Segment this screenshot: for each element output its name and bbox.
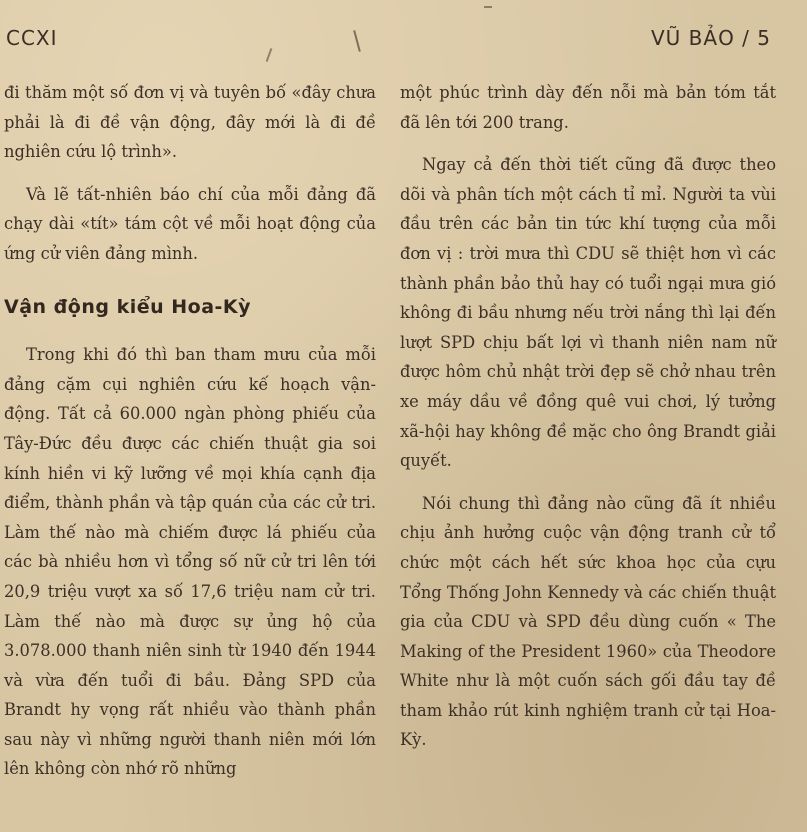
left-column <box>4 78 376 784</box>
right-column <box>400 78 776 755</box>
section-heading: Vận động kiểu Hoa-Kỳ <box>4 295 252 318</box>
paragraph: một phúc trình dày đến nỗi mà bản tóm tắt đã lên tới 200 trang. <box>400 83 776 132</box>
paragraph: Và lẽ tất-nhiên báo chí của mỗi đảng đã chạy dài «tít» tám cột về mỗi hoạt động của ứng cử viên đảng mình. <box>4 184 376 263</box>
paragraph: đi thăm một số đơn vị và tuyên bố «đây chưa phải là đi đề vận động, đây mới là đi đề nghiên cứu lộ trình». <box>4 83 376 162</box>
section-number: CCXI <box>6 26 58 50</box>
print-smudge <box>484 6 492 8</box>
paragraph: Trong khi đó thì ban tham mưu của mỗi đảng cặm cụi nghiên cứu kế hoạch vận-động. Tất cả 60.000 ngàn phòng phiếu của Tây-Đức đều được các chiến thuật gia soi kính hiền vi kỹ lưỡng về mọi khía cạnh địa điểm, thành phần và tập quán của các cử tri. Làm thế nào mà chiếm được lá phiếu của các bà nhiều hơn vì tổng số nữ cử tri lên tới 20,9 triệu vượt xa số 17,6 triệu nam cử tri. Làm thế nào mà được sự ủng hộ của 3.078.000 thanh niên sinh từ 1940 đến 1944 và vừa đến tuổi đi bầu. Đảng SPD của Brandt hy vọng rất nhiều vào thành phần sau này vì những người thanh niên mới lớn lên không còn nhớ rõ những <box>4 345 376 779</box>
page-header <box>6 26 771 56</box>
author-page-number: VŨ BẢO / 5 <box>651 26 771 50</box>
paragraph: Nói chung thì đảng nào cũng đã ít nhiều chịu ảnh hưởng cuộc vận động tranh cử tổ chức một cách hết sức khoa học của cựu Tổng Thống John Kennedy và các chiến thuật gia của CDU và SPD đều dùng cuốn « The Making of the President 1960» của Theodore White như là một cuốn sách gối đầu tay đề tham khảo rút kinh nghiệm tranh cử tại Hoa-Kỳ. <box>400 493 776 750</box>
paragraph: Ngay cả đến thời tiết cũng đã được theo dõi và phân tích một cách tỉ mỉ. Người ta vùi đầu trên các bản tin tức khí tượng của mỗi đơn vị : trời mưa thì CDU sẽ thiệt hơn vì các thành phần bảo thủ hay có tuổi ngại mưa gió không đi bầu nhưng nếu trời nắng thì lại đến lượt SPD chịu bất lợi vì thanh niên nam nữ được hôm chủ nhật trời đẹp sẽ chở nhau trên xe máy dầu về đồng quê vui chơi, lý tưởng xã-hội hay không đề mặc cho ông Brandt giải quyết. <box>400 155 776 471</box>
